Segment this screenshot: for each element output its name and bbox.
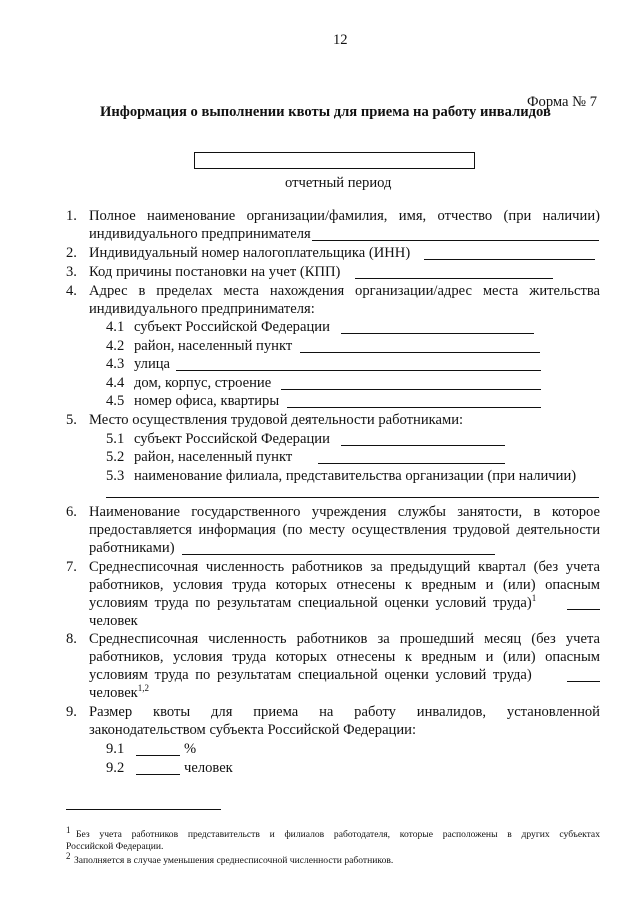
item-4-5-fill-line[interactable] [287,407,541,408]
item-8-text-cont2: условиям труда по результатам специальной оценки условий труда) [89,667,532,683]
item-2-text: Индивидуальный номер налогоплательщика (ИНН) [89,245,411,261]
item-9-2-number: 9.2 [106,760,125,776]
item-1-text-cont: индивидуального предпринимателя [89,226,311,242]
item-4-5-label: номер офиса, квартиры [134,393,280,409]
item-1-fill-line[interactable] [312,240,599,241]
item-9-2-fill-line[interactable] [136,774,180,775]
item-4-5-number: 4.5 [106,393,125,409]
item-2-fill-line[interactable] [424,259,595,260]
item-5-1-label: субъект Российской Федерации [134,431,330,447]
item-7-text-cont: работников, условия труда которых отнесены к вредным и (или) опасным [89,577,600,593]
footnote-1-text: Без учета работников представительств и филиалов работодателя, которые расположены в других субъектах [76,829,600,840]
item-9-text: Размер квоты для приема на работу инвалидов, установленной [89,704,600,720]
item-7-line3: условиям труда по результатам специальной оценки условий труда) [89,595,532,611]
footnote-separator [66,809,221,810]
item-4-1-number: 4.1 [106,319,125,335]
item-4-3-fill-line[interactable] [176,370,541,371]
form-label: Форма № 7 [527,94,598,110]
item-5-number: 5. [66,412,77,428]
item-5-3-label: наименование филиала, представительства организации (при наличии) [134,468,577,484]
item-4-4-fill-line[interactable] [281,389,541,390]
item-1-number: 1. [66,208,77,224]
item-3-text: Код причины постановки на учет (КПП) [89,264,341,280]
footnote-2-text: Заполняется в случае уменьшения среднесписочной численности работников. [74,855,394,866]
item-5-1-fill-line[interactable] [341,445,505,446]
item-5-3-fill-line[interactable] [106,497,599,498]
item-7-number: 7. [66,559,77,575]
item-8-text-cont: работников, условия труда которых отнесены к вредным и (или) опасным [89,649,600,665]
item-8-footnote-ref: 1,2 [137,683,150,694]
item-4-2-fill-line[interactable] [300,352,540,353]
item-7-fill-line[interactable] [567,609,600,610]
item-2-number: 2. [66,245,77,261]
item-7-unit: человек [89,613,138,629]
item-1-text: Полное наименование организации/фамилия, имя, отчество (при наличии) [89,208,600,224]
item-5-2-number: 5.2 [106,449,125,465]
item-4-4-number: 4.4 [106,375,125,391]
item-4-text-cont: индивидуального предпринимателя: [89,301,315,317]
footnote-1-mark [66,824,71,841]
item-6-text-cont: предоставляется информация (по месту осуществления трудовой деятельности [89,522,600,538]
item-8-fill-line[interactable] [567,681,600,682]
footnote-2-mark [66,850,71,867]
item-3-fill-line[interactable] [355,278,553,279]
item-8-text: Среднесписочная численность работников за прошедший месяц (без учета [89,631,600,647]
item-5-3-number: 5.3 [106,468,125,484]
item-9-number: 9. [66,704,77,720]
item-4-number: 4. [66,283,77,299]
reporting-period-field[interactable] [194,152,475,169]
item-9-1-number: 9.1 [106,741,125,757]
reporting-period-label: отчетный период [285,175,392,191]
item-8-unit: человек [89,685,138,701]
document-title: Информация о выполнении квоты для приема на работу инвалидов [100,104,551,120]
item-4-2-label: район, населенный пункт [134,338,293,354]
item-6-text: Наименование государственного учреждения службы занятости, в которое [89,504,600,520]
item-4-2-number: 4.2 [106,338,125,354]
item-4-1-fill-line[interactable] [341,333,534,334]
footnote-1-marker: 1 [66,824,71,835]
footnote-1-text-cont: Российской Федерации. [66,841,164,852]
item-8-unit-wrap [89,684,149,702]
item-4-1-label: субъект Российской Федерации [134,319,330,335]
item-9-1-fill-line[interactable] [136,755,180,756]
item-4-4-label: дом, корпус, строение [134,375,272,391]
footnote-2-marker: 2 [66,850,71,861]
item-7-footnote-ref: 1 [531,593,537,604]
item-5-1-number: 5.1 [106,431,125,447]
item-5-text: Место осуществления трудовой деятельности работниками: [89,412,464,428]
item-9-1-unit: % [184,741,197,757]
item-4-3-label: улица [134,356,171,372]
item-9-2-unit: человек [184,760,233,776]
item-5-2-label: район, населенный пункт [134,449,293,465]
item-8-number: 8. [66,631,77,647]
item-9-text-cont: законодательством субъекта Российской Федерации: [89,722,417,738]
item-6-fill-line[interactable] [182,554,495,555]
item-4-text: Адрес в пределах места нахождения организации/адрес места жительства [89,283,600,299]
page-number: 12 [333,32,348,48]
item-7-text-cont2 [89,594,536,612]
item-3-number: 3. [66,264,77,280]
item-7-text: Среднесписочная численность работников за предыдущий квартал (без учета [89,559,600,575]
item-6-text-end: работниками) [89,540,175,556]
item-6-number: 6. [66,504,77,520]
item-4-3-number: 4.3 [106,356,125,372]
item-5-2-fill-line[interactable] [318,463,505,464]
